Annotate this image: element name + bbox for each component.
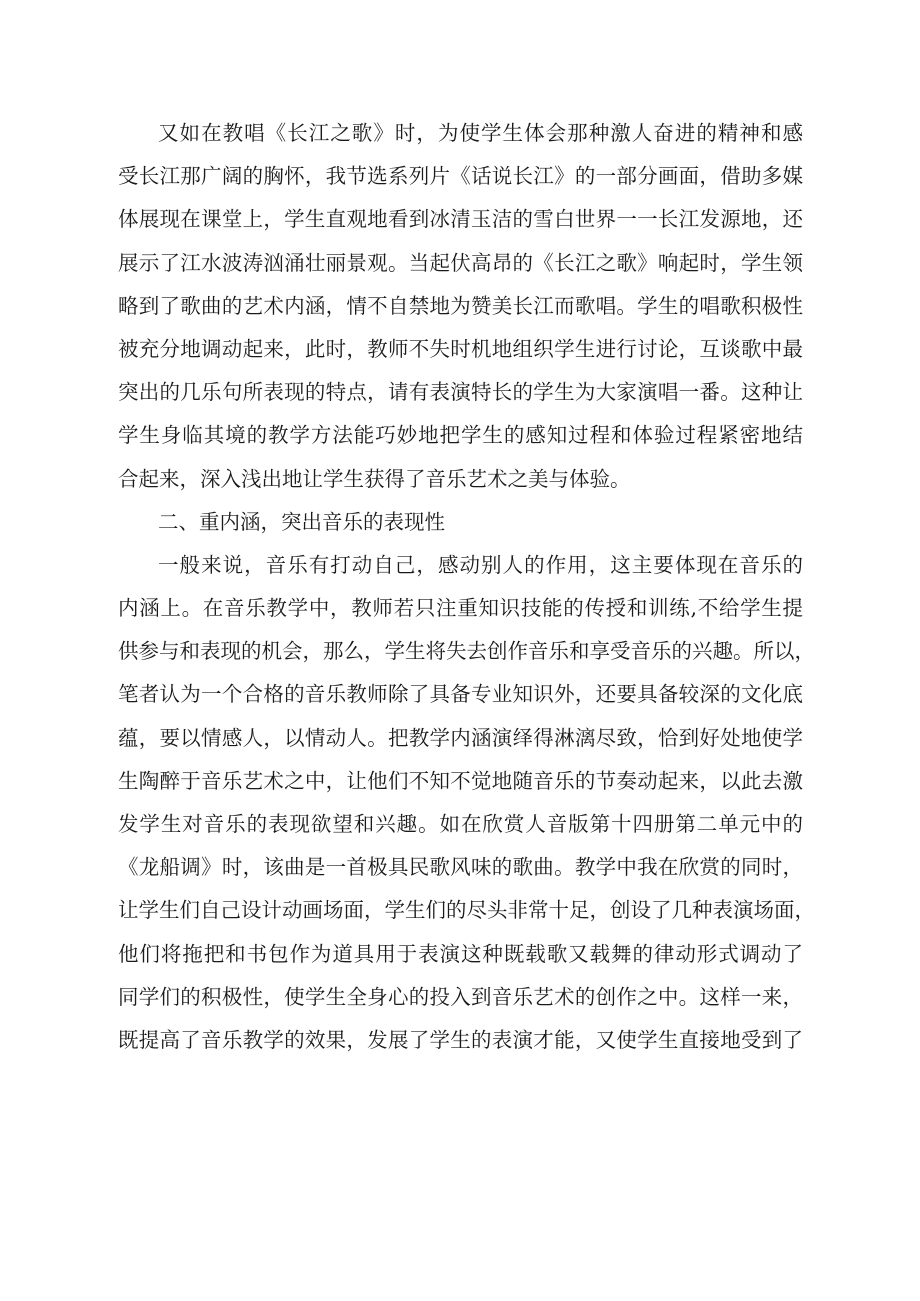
text-line: 体展现在课堂上，学生直观地看到冰清玉洁的雪白世界一一长江发源地，还 (118, 207, 803, 232)
text-line: 展示了江水波涛汹涌壮丽景观。当起伏高昂的《长江之歌》响起时，学生领 (118, 250, 803, 275)
body-text (118, 112, 815, 1062)
text-line: 突出的几乐句所表现的特点，请有表演特长的学生为大家演唱一番。这种让 (118, 380, 803, 405)
text-line: 让学生们自己设计动画场面，学生们的尽头非常十足，创设了几种表演场面， (118, 898, 815, 923)
text-line: 发学生对音乐的表现欲望和兴趣。如在欣赏人音版第十四册第二单元中的 (118, 812, 803, 836)
text-line: 合起来，深入浅出地让学生获得了音乐艺术之美与体验。 (118, 466, 631, 491)
text-line: 既提高了音乐教学的效果，发展了学生的表演才能，又使学生直接地受到了 (118, 1027, 803, 1052)
text-line: 略到了歌曲的艺术内涵，情不自禁地为赞美长江而歌唱。学生的唱歌积极性 (118, 293, 803, 318)
text-line: 一般来说，音乐有打动自己，感动别人的作用，这主要体现在音乐的 (158, 552, 803, 577)
text-line: 供参与和表现的机会，那么，学生将失去创作音乐和享受音乐的兴趣。所以， (118, 639, 815, 664)
text-line: 蕴，要以情感人，以情动人。把教学内涵演绎得淋漓尽致，恰到好处地使学 (118, 725, 803, 750)
text-line: 笔者认为一个合格的音乐教师除了具备专业知识外，还要具备较深的文化底 (118, 682, 803, 707)
text-line: 被充分地调动起来，此时，教师不失时机地组织学生进行讨论，互谈歌中最 (118, 336, 803, 361)
text-line: 又如在教唱《长江之歌》时，为使学生体会那种激人奋进的精神和感 (158, 121, 803, 145)
text-line: 他们将拖把和书包作为道具用于表演这种既载歌又载舞的律动形式调动了 (118, 941, 803, 966)
text-line: 同学们的积极性，使学生全身心的投入到音乐艺术的创作之中。这样一来， (118, 984, 803, 1009)
text-line: 生陶醉于音乐艺术之中，让他们不知不觉地随音乐的节奏动起来，以此去激 (118, 768, 803, 793)
text-line: 《龙船调》时，该曲是一首极具民歌风味的歌曲。教学中我在欣赏的同时， (118, 855, 803, 880)
text-line: 受长江那广阔的胸怀，我节选系列片《话说长江》的一部分画面，借助多媒 (118, 164, 803, 189)
text-line: 内涵上。在音乐教学中，教师若只注重知识技能的传授和训练,不给学生提 (118, 596, 803, 621)
text-line: 学生身临其境的教学方法能巧妙地把学生的感知过程和体验过程紧密地结 (118, 423, 803, 448)
text-line: 二、重内涵，突出音乐的表现性 (158, 509, 445, 534)
